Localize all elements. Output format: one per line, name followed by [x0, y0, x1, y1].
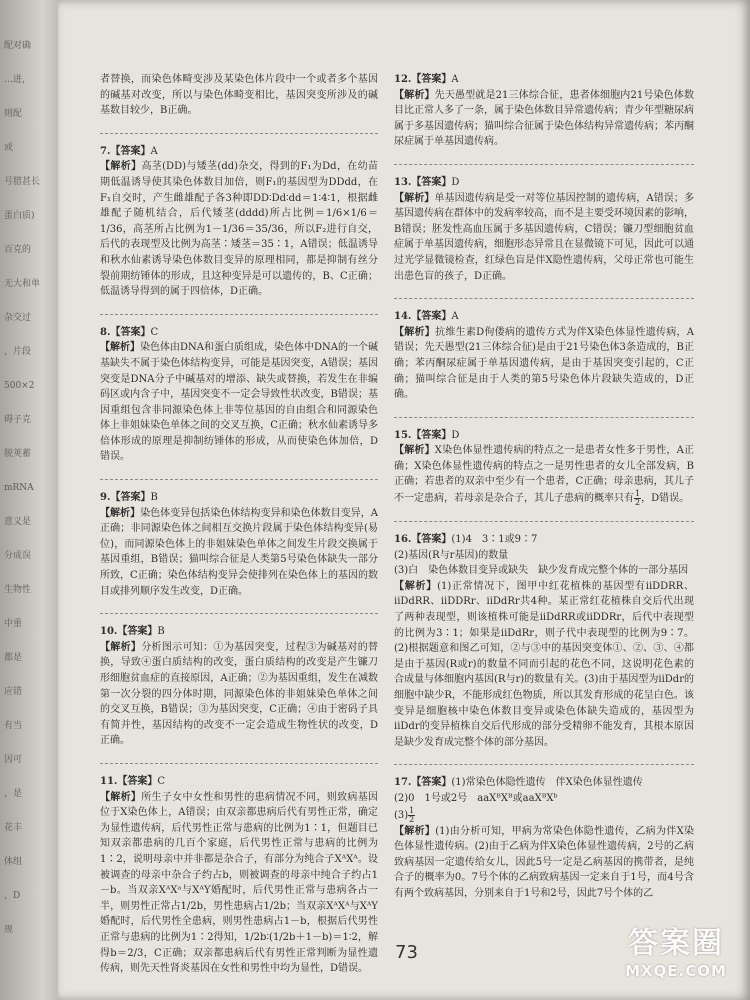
margin-fragment: 号腊甚长 [4, 177, 41, 187]
margin-fragment: mRNA [4, 483, 34, 493]
question-14 [394, 309, 694, 403]
q14-answer: A [451, 311, 459, 323]
divider [100, 479, 378, 480]
q11-answer: C [157, 775, 166, 787]
q13-num: 13. [394, 176, 412, 188]
q12-analysis-label: 【解析】 [394, 89, 435, 101]
divider [394, 764, 694, 765]
margin-fragment: 花丰 [4, 823, 23, 833]
margin-fragment: ，片段 [4, 347, 32, 357]
q15-answer-label: 【答案】 [411, 429, 452, 441]
q14-analysis: 抗维生素D佝偻病的遗传方式为伴X染色体显性遗传病，A错误；先天愚型(21三体综合征)是由于21号染色体3条造成的，B正确；苯丙酮尿症属于单基因遗传病，是由于基因突变引起的，C正确；猫叫综合征是由于人类的第5号染色体片段缺失造成的，D正确。 [394, 326, 695, 401]
q15-num: 15. [394, 429, 412, 441]
question-17 [394, 775, 694, 901]
q16-answer-label: 【答案】 [411, 534, 452, 546]
q11-analysis-label: 【解析】 [100, 791, 142, 803]
margin-fragment: 规 [4, 925, 14, 935]
watermark-logo [612, 918, 740, 996]
q15-frac-den: 2 [635, 498, 641, 508]
q17-answer-2: (2)0 1号或2号 aaXᴮXᴮ或aaXᴮXᵇ [394, 792, 558, 804]
q14-answer-label: 【答案】 [411, 311, 452, 323]
right-column [394, 72, 694, 916]
margin-fragment: ，D [4, 891, 21, 901]
q8-num: 8. [100, 326, 111, 338]
q16-answer-1: (1)4 3∶1或9∶7 [451, 534, 538, 546]
margin-fragment: 应错 [4, 687, 23, 697]
margin-fragment: 分成误 [4, 551, 32, 561]
q11-num: 11. [100, 775, 118, 787]
divider [100, 613, 378, 614]
margin-fragment: 生物性 [4, 585, 32, 595]
question-15 [394, 428, 694, 507]
q17-answer-3-prefix: (3) [394, 809, 409, 821]
divider [394, 417, 694, 418]
margin-fragment: 500×2 [4, 381, 35, 391]
margin-fragment: 配对确 [4, 41, 32, 51]
q16-num: 16. [394, 534, 412, 546]
q16-analysis: (1)正常情况下，图甲中红花植株的基因型有iiDDRR、iiDdRR、iiDDRr、iiDdRr共4种。某正常红花植株自交后代出现了两种表现型，则该植株可能是iiDdRR或iiDDRr，后代中表现型的比例为3∶1；如果是iiDdRr，则子代中表现型的比例为9∶7。(2)根据题意和图乙可知，②与③中的基因突变体①、②、③、④都是由于基因(R或r)的数量不同而引起的花色不同，这说明花色素的合成量与体细胞内基因(R与r)的数量有关。(3)由于基因型为iiDdr的细胞中缺少R，不能形成红色物质，所以其发育形成的花呈白色。该变异是细胞核中染色体数目变异或染色体缺失造成的，基因型为iiDdr的变异植株自交后代形成的部分受精卵不能发育，其根本原因是缺少发育成完整个体的部分基因。 [394, 580, 695, 748]
q13-answer: D [451, 176, 460, 188]
q17-frac-num: 1 [409, 805, 415, 815]
q7-answer: A [150, 145, 158, 157]
q14-num: 14. [394, 311, 412, 323]
q6-tail-text: 者替换，而染色体畸变涉及某染色体片段中一个或者多个基因的碱基对改变，所以与染色体畸变相比，基因突变所涉及的碱基数目较少，B正确。 [100, 74, 378, 117]
margin-fragment: 都是 [4, 653, 23, 663]
question-11 [100, 774, 378, 977]
q14-analysis-label: 【解析】 [394, 326, 436, 338]
q8-answer-label: 【答案】 [110, 326, 151, 338]
q12-answer-label: 【答案】 [411, 74, 452, 85]
margin-fragment: 中重 [4, 619, 23, 629]
q16-answer-2: (2)基因(R与r基因)的数量 [394, 549, 509, 561]
question-6-tail [100, 72, 378, 119]
margin-fragment: 则配 [4, 109, 23, 119]
q11-analysis: 所生子女中女性和男性的患病情况不同，则致病基因位于X染色体上，A错误；由双亲都患病后代有男性正常，确定为显性遗传病，后代男性正常与患病的比例为1∶1，但题目已知双亲都患病的几百个家庭，后代男性正常与患病的比例为1∶2，说明母亲中并非都是杂合子，有部分为纯合子XᴬXᴬ。设被调查的母亲中杂合子约占b，则被调查的母亲中纯合子约占1－b。当双亲XᴬXᵃ与XᴬY婚配时，后代男性正常与患病各占一半，则男性正常占1/2b，男性患病占1/2b；当双亲XᴬXᴬ与XᴬY婚配时，后代男性全患病，则男性患病占1－b，根据后代男性正常与患病的比例为1∶2得知，1/2b∶(1/2b＋1－b)＝1∶2，解得b＝2/3，C正确；双亲都患病后代有男性正常判断为显性遗传病，则先天性肾炎基因在女性和男性中均为显性，D错误。 [100, 791, 379, 975]
q17-answer-label: 【答案】 [411, 777, 452, 789]
divider [394, 521, 694, 522]
margin-fragment: 脱荚蓄 [4, 449, 32, 459]
q17-fraction [408, 807, 415, 824]
margin-fragment: …进， [4, 75, 32, 85]
q11-answer-label: 【答案】 [117, 775, 158, 787]
margin-fragment: 体组 [4, 857, 23, 867]
q13-analysis-label: 【解析】 [394, 192, 435, 204]
question-12 [394, 72, 694, 150]
margin-fragment: 蛋白质) [4, 211, 35, 221]
q7-analysis: 高茎(DD)与矮茎(dd)杂交，得到的F₁为Dd，在幼苗期低温诱导使其染色体数目加倍，则F₁的基因型为DDdd，在F₁自交时，产生雌雄配子各3种即DD∶Dd∶dd＝1∶4∶1，根据雌雄配子随机结合，后代矮茎(dddd)所占比例＝1/6×1/6＝1/36，高茎所占比例为1－1/36＝35/36，所以F₂进行自交，后代的表现型及比例为高茎∶矮茎＝35∶1，A错误；低温诱导和秋水仙素诱导染色体数目变异的原理相同，都是抑制有丝分裂前期纺锤体的形成，且这种变异是可以遗传的，B、C正确；低温诱导得到的属于四倍体，D正确。 [100, 161, 379, 298]
q15-analysis-before: X染色体显性遗传病的特点之一是患者女性多于男性，A正确；X染色体显性遗传病的特点之一是男性患者的女儿全部发病，B正确；若患者的双亲中至少有一个患者，C正确；母亲患病，其儿子不一定患病，若母亲是杂合子，其儿子患病的概率只有 [394, 445, 694, 505]
divider [100, 763, 378, 764]
q17-analysis: (1)由分析可知，甲病为常染色体隐性遗传，乙病为伴X染色体显性遗传病。(2)由于乙病为伴X染色体显性遗传病，2号的乙病致病基因一定遗传给女儿，因此5号一定是乙病基因的携带者，是纯合子的概率为0。7号个体的乙病致病基因一定来自于1号，而4号含有两个致病基因，分别来自于1号和2号，因此7号个体的乙 [394, 825, 694, 899]
margin-fragment: 碍子克 [4, 415, 32, 425]
q9-num: 9. [100, 492, 111, 504]
margin-fragment: 杂交过 [4, 313, 32, 323]
q17-num: 17. [394, 777, 412, 789]
left-column [100, 72, 378, 991]
q12-num: 12. [394, 74, 412, 85]
question-10 [100, 624, 378, 749]
question-9 [100, 490, 378, 599]
q10-num: 10. [100, 626, 118, 638]
question-13 [394, 175, 694, 284]
margin-fragment: 因可 [4, 755, 23, 765]
q15-analysis-label: 【解析】 [394, 445, 435, 457]
q16-answer-3: (3)白 染色体数目变异或缺失 缺少发育成完整个体的一部分基因 [394, 565, 689, 577]
q12-answer: A [451, 74, 459, 85]
q10-answer: B [157, 626, 165, 638]
divider [394, 298, 694, 299]
q13-answer-label: 【答案】 [411, 176, 452, 188]
margin-fragment: 或 [4, 143, 14, 153]
margin-fragment: ，是 [4, 789, 23, 799]
q10-answer-label: 【答案】 [117, 626, 158, 638]
q17-frac-den: 2 [409, 814, 415, 824]
q8-analysis-label: 【解析】 [100, 342, 141, 354]
q10-analysis-label: 【解析】 [100, 641, 142, 653]
watermark-line2: MXQE.COM [625, 962, 727, 980]
margin-fragment: 意义是 [4, 517, 32, 527]
divider [100, 133, 378, 134]
margin-fragment: 百克的 [4, 245, 32, 255]
q9-answer-label: 【答案】 [110, 492, 151, 504]
underlying-page-edge [0, 0, 60, 1000]
q9-analysis-label: 【解析】 [100, 507, 141, 519]
q10-analysis: 分析图示可知：①为基因突变，过程③为碱基对的替换，导致④蛋白质结构的改变，蛋白质结构的改变是产生镰刀形细胞贫血症的直接原因，A正确；②为基因重组，发生在减数第一次分裂的四分体时期，同源染色体的非姐妹染色单体之间的交叉互换，B错误；③为基因突变，C正确；④由于密码子具有简并性，基因结构的改变不一定会造成生物性状的改变，D正确。 [100, 641, 379, 747]
margin-fragment: 有当 [4, 721, 23, 731]
q7-num: 7. [100, 145, 111, 157]
q16-analysis-label: 【解析】 [394, 580, 438, 592]
q8-answer: C [150, 326, 159, 338]
q9-answer: B [150, 492, 158, 504]
q15-analysis-after: ，D错误。 [641, 493, 690, 505]
q15-frac-num: 1 [635, 489, 641, 499]
q13-analysis: 单基因遗传病是受一对等位基因控制的遗传病，A错误；多基因遗传病在群体中的发病率较高，而不是主要受环境因素的影响，B错误；胚发性高血压属于多基因遗传病，C错误；镰刀型细胞贫血症属于单基因遗传病，细胞形态异常且在显微镜下可见，因此可以通过光学显微镜检查，红绿色盲是伴X隐性遗传病，父母正常也可能生出患色盲的孩子，D正确。 [394, 192, 694, 282]
q12-analysis: 先天愚型就是21三体综合征，患者体细胞内21号染色体数目比正常人多了一条，属于染色体数目异常遗传病；青少年型糖尿病属于多基因遗传病；猫叫综合征属于染色体结构异常遗传病；苯丙酮尿症属于单基因遗传病。 [394, 89, 695, 148]
question-7 [100, 144, 378, 300]
margin-fragment: 无大和单 [4, 279, 41, 289]
watermark-line1: 答案圈 [628, 926, 724, 961]
q7-answer-label: 【答案】 [110, 145, 151, 157]
divider [394, 164, 694, 165]
page-number: 73 [395, 942, 418, 963]
q8-analysis: 染色体由DNA和蛋白质组成，染色体中DNA的一个碱基缺失不属于染色体结构变异，可能是基因突变，A错误；基因突变是DNA分子中碱基对的增添、缺失或替换，若发生在非编码区或内含子中，基因突变不一定会导致性状改变，B错误；基因重组包含非同源染色体上非等位基因的自由组合和同源染色体上非姐妹染色单体之间的交叉互换，C正确；秋水仙素诱导多倍体形成的原理是抑制纺锤体的形成，从而使染色体加倍，D错误。 [100, 342, 379, 463]
q17-analysis-label: 【解析】 [394, 825, 436, 837]
q17-answer-1: (1)常染色体隐性遗传 伴X染色体显性遗传 [451, 777, 643, 789]
q15-answer: D [451, 429, 460, 441]
question-16 [394, 532, 694, 750]
q7-analysis-label: 【解析】 [100, 161, 142, 173]
q9-analysis: 染色体变异包括染色体结构变异和染色体数目变异，A正确；非同源染色体之间相互交换片段属于染色体结构变异(易位)，而同源染色体上的非姐妹染色单体之间发生片段交换属于基因重组，B错误；猫叫综合征是人类第5号染色体缺失一部分所致，C正确；染色体结构变异会使排列在染色体上的基因的数目或排列顺序发生改变，D正确。 [100, 507, 378, 597]
divider [100, 314, 378, 315]
question-8 [100, 325, 378, 465]
